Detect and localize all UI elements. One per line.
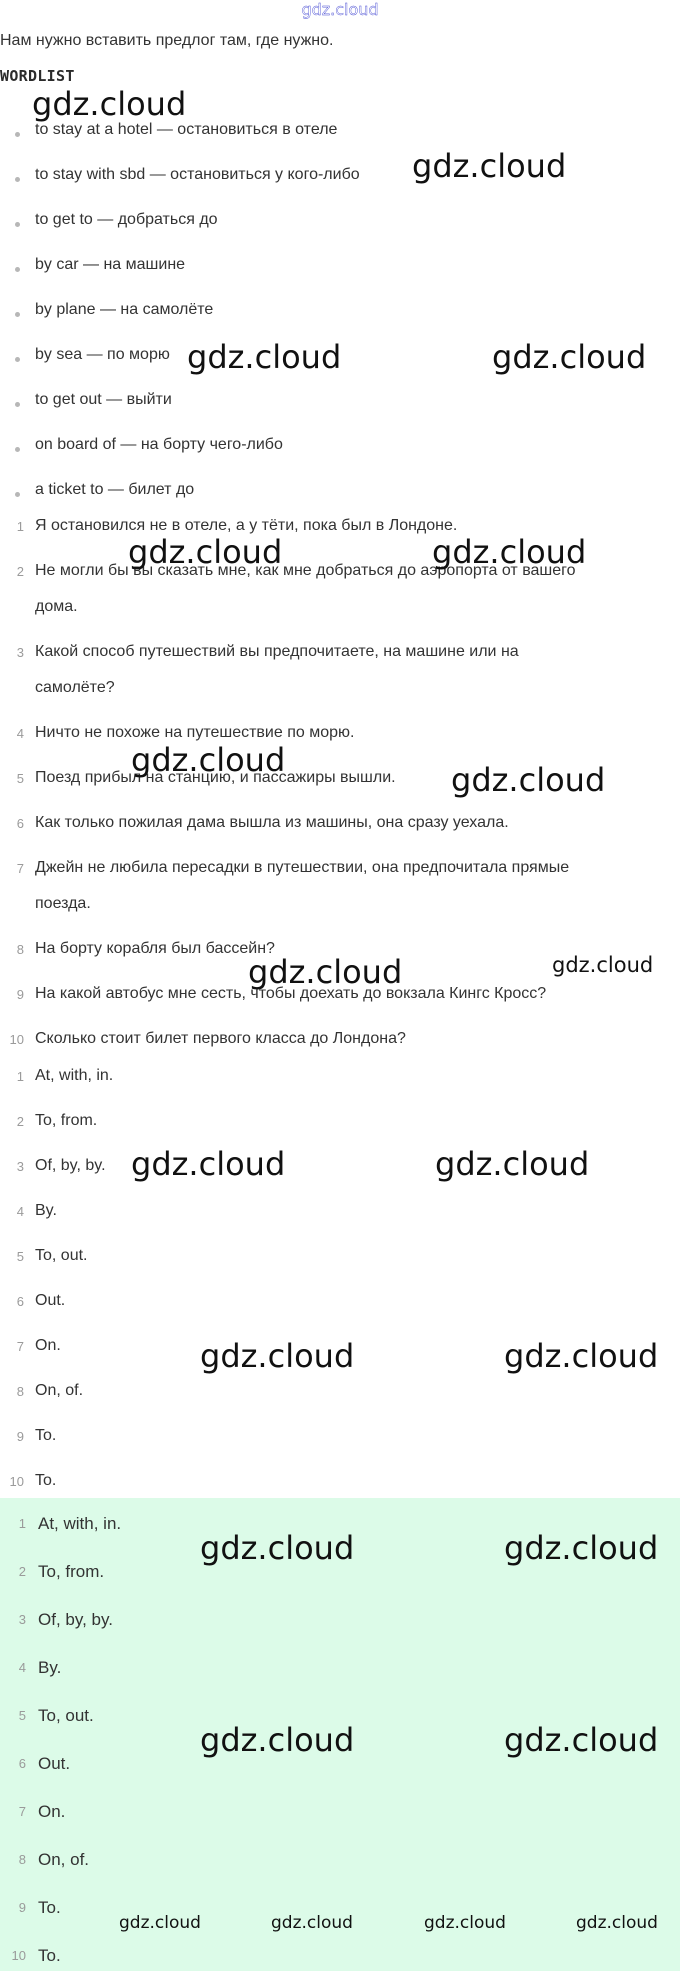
bullet-icon [15,267,20,272]
watermark: gdz.cloud [271,1913,353,1933]
watermark: gdz.cloud [131,1145,286,1183]
watermark: gdz.cloud [187,338,342,376]
bullet-icon [15,447,20,452]
wordlist-title: WORDLIST [0,67,75,85]
watermark: gdz.cloud [200,1529,355,1567]
answer-panel: 1 At, with, in. 2 To, from. 3 Of, by, by. 4 By. 5 To, out. 6 Out. 7 On. 8 On, of. 9 To. 10 To. [0,1498,680,1971]
watermark: gdz.cloud [200,1337,355,1375]
bullet-icon [15,222,20,227]
watermark: gdz.cloud [451,761,606,799]
watermark: gdz.cloud [131,741,286,779]
watermark: gdz.cloud [504,1337,659,1375]
bullet-icon [15,312,20,317]
watermark: gdz.cloud [576,1913,658,1933]
watermark: gdz.cloud [504,1721,659,1759]
watermark: gdz.cloud [435,1145,590,1183]
bullet-icon [15,132,20,137]
watermark: gdz.cloud [492,338,647,376]
watermark: gdz.cloud [248,953,403,991]
watermark: gdz.cloud [200,1721,355,1759]
watermark: gdz.cloud [119,1913,201,1933]
bullet-icon [15,177,20,182]
watermark: gdz.cloud [424,1913,506,1933]
bullet-icon [15,492,20,497]
watermark: gdz.cloud [552,953,654,977]
bullet-icon [15,357,20,362]
watermark: gdz.cloud [32,85,187,123]
bullet-icon [15,402,20,407]
watermark: gdz.cloud [432,533,587,571]
watermark: gdz.cloud [504,1529,659,1567]
site-logo[interactable]: gdz.cloud [301,0,379,19]
watermark: gdz.cloud [412,147,567,185]
watermark: gdz.cloud [128,533,283,571]
intro-text: Нам нужно вставить предлог там, где нужно. [0,32,334,49]
